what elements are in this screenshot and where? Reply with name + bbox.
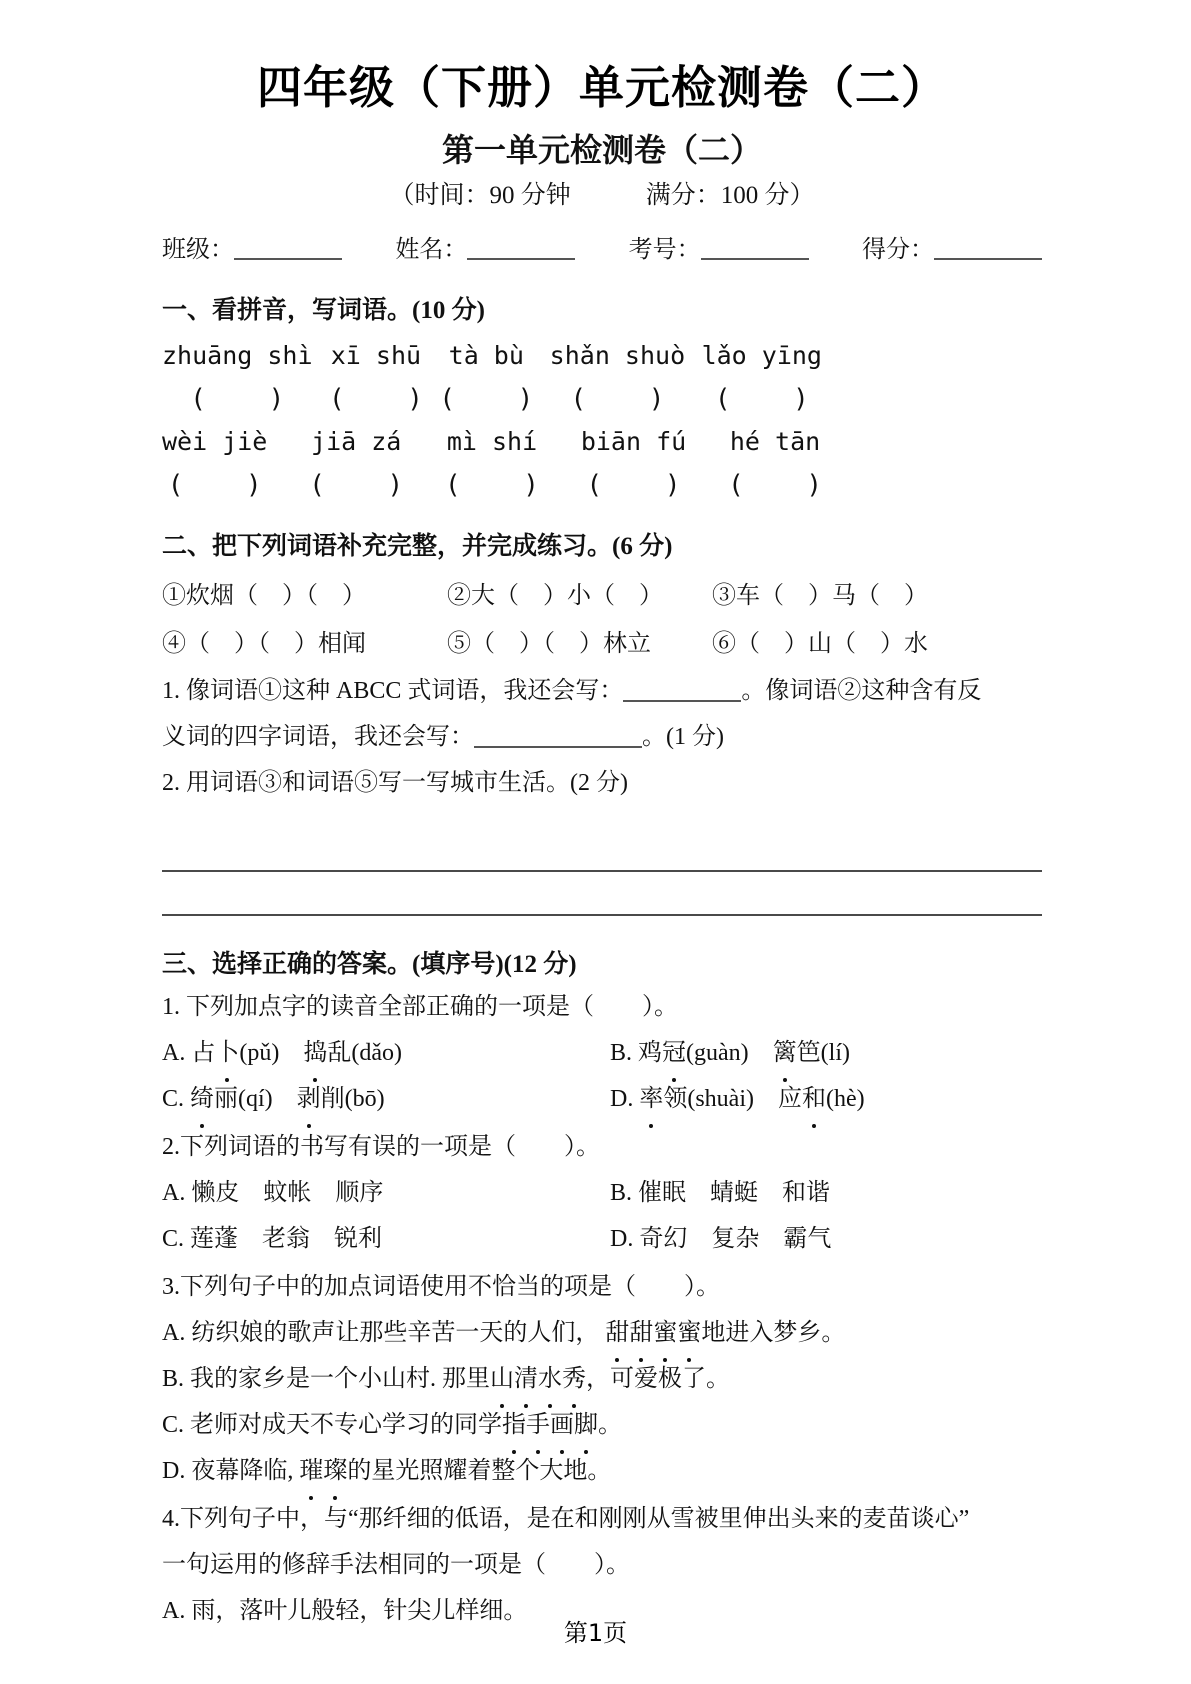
emphasized-char: 水: [538, 1356, 562, 1402]
emphasized-char: 卜: [215, 1030, 239, 1076]
question-1: [162, 984, 1042, 1122]
pinyin-word: jiā zá: [311, 427, 402, 456]
question-1-stem: 1. 下列加点字的读音全部正确的一项是（ ）。: [162, 994, 678, 1020]
answer-brackets: ( ): [728, 470, 822, 500]
emphasized-char: 画: [550, 1402, 574, 1448]
word-completion-row-2: [162, 628, 1042, 660]
emphasized-char: 甜: [629, 1310, 653, 1356]
name-blank: [467, 256, 575, 260]
question-3-stem: 3.下列句子中的加点词语使用不恰当的项是（ ）。: [162, 1274, 720, 1300]
emphasized-char: 绮: [190, 1076, 214, 1122]
answer-brackets: ( ): [445, 470, 539, 500]
paper-title: 四年级（下册）单元检测卷（二）: [256, 61, 947, 114]
emphasized-char: 指: [502, 1402, 526, 1448]
pinyin-item: [162, 426, 267, 500]
class-label: 班级：: [162, 237, 234, 263]
pinyin-item: [329, 340, 423, 414]
answer-brackets: ( ): [190, 384, 285, 414]
exercise-1-line-2: 义词的四字词语，我还会写： 。(1 分): [162, 724, 724, 750]
pinyin-row-1: [162, 340, 822, 414]
pinyin-item: [309, 426, 403, 500]
answer-line-2: [162, 914, 1042, 916]
option-a: A. 纺织娘的歌声让那些辛苦一天的人们， 甜甜蜜蜜地进入梦乡。: [162, 1310, 1042, 1356]
class-field: [162, 234, 342, 266]
option-d: D. 率领(shuài) 应和(hè): [610, 1076, 1042, 1122]
question-1-options: [162, 1030, 1042, 1122]
student-info-row: [162, 234, 1042, 266]
answer-blank: [623, 698, 741, 702]
question-4-stem-line-1: 4.下列句子中，与“那纤细的低语，是在和刚刚从雪被里伸出头来的麦苗谈心”: [162, 1506, 970, 1532]
section1-heading: 一、看拼音，写词语。(10 分): [162, 297, 485, 324]
word-item-4: ④（ ）（ ）相闻: [162, 631, 366, 657]
name-field: [395, 234, 575, 266]
option-b: B. 催眠 蜻蜓 和谐: [610, 1180, 831, 1206]
option-c: C. 绮丽(qí) 剥削(bō): [162, 1076, 610, 1122]
emphasized-char: 璀: [299, 1448, 323, 1494]
emphasized-char: 璨: [323, 1448, 347, 1494]
word-item-2: ②大（ ）小（ ）: [447, 583, 663, 609]
pinyin-word: lǎo yīng: [701, 341, 822, 370]
emphasized-char: 和: [802, 1076, 826, 1122]
section2-exercises: [162, 668, 1042, 806]
pinyin-item: [702, 340, 822, 414]
option-b: B. 鸡冠(guàn) 篱笆(lí): [610, 1030, 1042, 1076]
exam-paper-page: [162, 0, 1042, 1634]
pinyin-word: zhuāng shì: [162, 341, 313, 370]
option-a: A. 懒皮 蚊帐 顺序: [162, 1180, 384, 1206]
pinyin-item: [162, 340, 313, 414]
answer-brackets: ( ): [586, 470, 681, 500]
word-item-3: ③车（ ）马（ ）: [712, 583, 928, 609]
word-item-6: ⑥（ ）山（ ）水: [712, 631, 928, 657]
pinyin-word: hé tān: [729, 427, 821, 456]
answer-brackets: ( ): [328, 384, 423, 414]
word-item-1: ①炊烟（ ）（ ）: [162, 583, 366, 609]
question-3: [162, 1264, 1042, 1494]
emphasized-char: 蜜: [653, 1310, 677, 1356]
emphasized-char: 蜜: [677, 1310, 701, 1356]
pinyin-word: wèi jiè: [162, 427, 268, 456]
answer-brackets: ( ): [167, 470, 262, 500]
option-a: A. 占卜(pǔ) 捣乱(dǎo): [162, 1030, 610, 1076]
pinyin-word: shǎn shuò: [549, 341, 686, 370]
question-2: [162, 1124, 1042, 1262]
question-2-stem: 2.下列词语的书写有误的一项是（ ）。: [162, 1134, 600, 1160]
pinyin-item: [728, 426, 822, 500]
option-c: C. 莲蓬 老翁 锐利: [162, 1226, 383, 1252]
question-2-options: [162, 1170, 1042, 1262]
exercise-2: 2. 用词语③和词语⑤写一写城市生活。(2 分): [162, 770, 628, 796]
option-a: A. 雨，落叶儿般轻，针尖儿样细。: [162, 1598, 528, 1624]
section2-heading: 二、把下列词语补充完整，并完成练习。(6 分): [162, 533, 673, 560]
word-completion-row-1: [162, 580, 1042, 612]
option-c: C. 老师对成天不专心学习的同学指手画脚。: [162, 1402, 1042, 1448]
pinyin-item: [550, 340, 685, 414]
answer-brackets: ( ): [309, 470, 404, 500]
pinyin-word: tà bù: [448, 341, 524, 370]
answer-line-1: [162, 870, 1042, 872]
exam-no-blank: [701, 256, 809, 260]
page-number: 第1页: [563, 1619, 628, 1647]
score-label: 得分：: [861, 237, 934, 263]
pinyin-item: [445, 426, 539, 500]
emphasized-char: 剥: [297, 1076, 321, 1122]
answer-brackets: ( ): [714, 384, 809, 414]
pinyin-word: mì shí: [446, 427, 538, 456]
pinyin-word: biān fú: [580, 427, 687, 456]
pinyin-word: xī shū: [330, 341, 422, 370]
emphasized-char: 篱: [773, 1030, 797, 1076]
emphasized-char: 捣: [303, 1030, 327, 1076]
emphasized-char: 冠: [662, 1030, 686, 1076]
pinyin-row-2: [162, 426, 822, 500]
exam-no-field: [629, 234, 809, 266]
score-field: [862, 234, 1042, 266]
pinyin-item: [581, 426, 686, 500]
word-item-5: ⑤（ ）（ ）林立: [447, 631, 651, 657]
answer-brackets: ( ): [439, 384, 534, 414]
emphasized-char: 清: [514, 1356, 538, 1402]
name-label: 姓名：: [395, 237, 468, 263]
section3-heading: 三、选择正确的答案。(填序号)(12 分): [162, 951, 577, 978]
option-d: D. 奇幻 复杂 霸气: [610, 1226, 832, 1252]
unit-subtitle: 第一单元检测卷（二）: [441, 132, 762, 168]
option-b: B. 我的家乡是一个小山村. 那里山清水秀，可爱极了。: [162, 1356, 1042, 1402]
answer-brackets: ( ): [570, 384, 665, 414]
class-blank: [234, 256, 342, 260]
emphasized-char: 秀: [562, 1356, 586, 1402]
emphasized-char: 率: [639, 1076, 663, 1122]
emphasized-char: 山: [490, 1356, 514, 1402]
question-4-stem-line-2: 一句运用的修辞手法相同的一项是（ ）。: [162, 1552, 630, 1578]
score-blank: [934, 256, 1042, 260]
time-score-meta: （时间：90 分钟 满分：100 分）: [389, 182, 815, 209]
emphasized-char: 手: [526, 1402, 550, 1448]
pinyin-item: [439, 340, 533, 414]
emphasized-char: 脚: [574, 1402, 598, 1448]
exercise-1-line-1: 1. 像词语①这种 ABCC 式词语，我还会写： 。像词语②这种含有反: [162, 678, 982, 704]
answer-blank: [474, 744, 642, 748]
exam-no-label: 考号：: [628, 237, 701, 263]
option-d: D. 夜幕降临, 璀璨的星光照耀着整个大地。: [162, 1448, 1042, 1494]
emphasized-char: 甜: [605, 1310, 629, 1356]
